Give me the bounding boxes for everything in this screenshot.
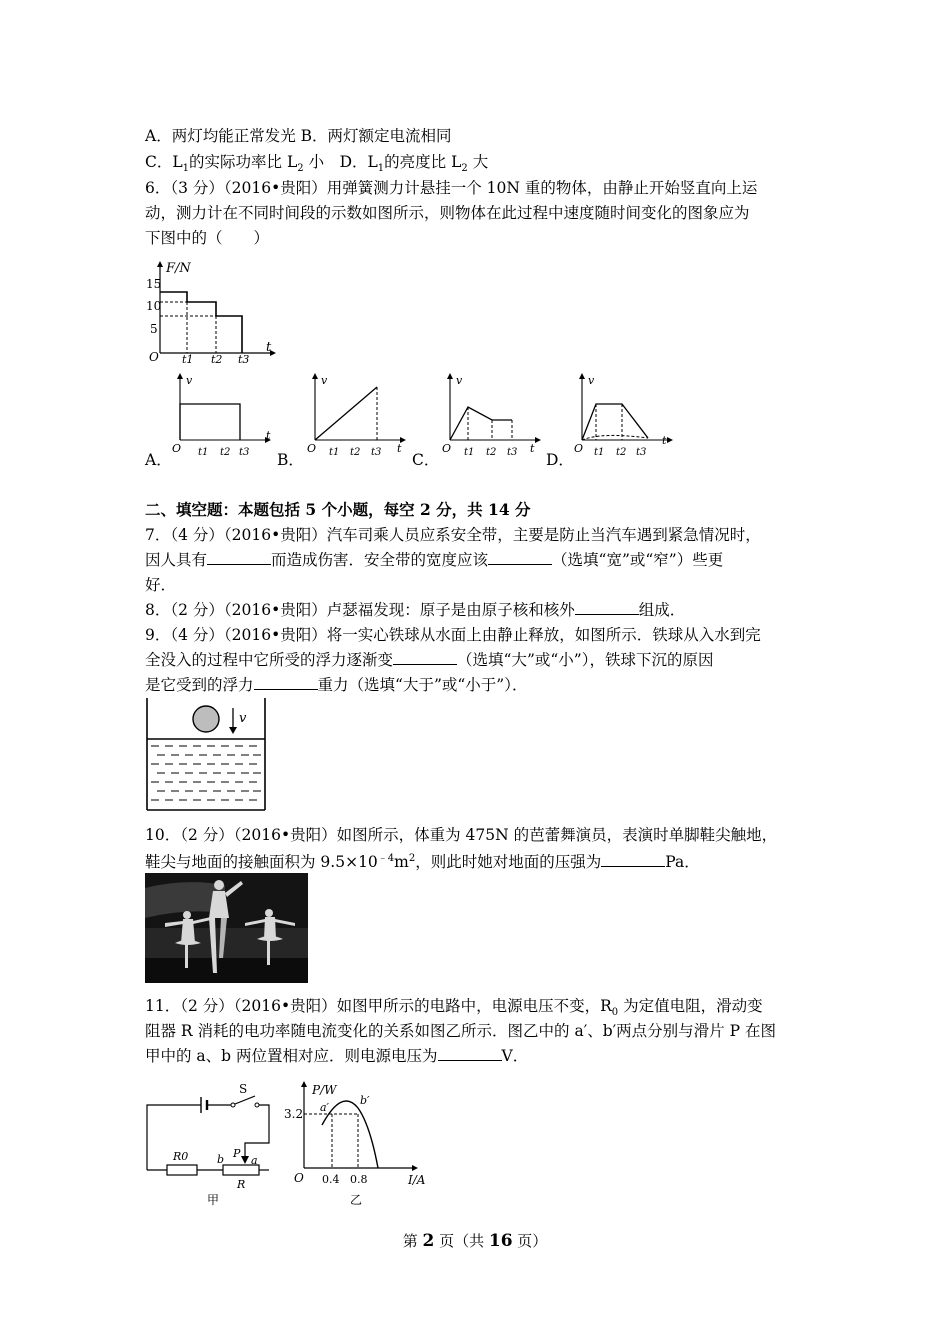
svg-text:t3: t3 xyxy=(507,447,518,458)
q11-line3: 甲中的 a、b 两位置相对应．则电源电压为 V． xyxy=(145,1047,529,1065)
svg-text:O: O xyxy=(574,442,584,455)
f-axis-label: F/N xyxy=(166,261,191,276)
ytick-10: 10 xyxy=(146,299,162,313)
svg-text:t: t xyxy=(397,442,402,455)
velocity-label: v xyxy=(239,711,247,726)
graph-caption: 乙 xyxy=(350,1193,363,1207)
b-label: b xyxy=(217,1153,225,1166)
svg-text:t1: t1 xyxy=(464,447,475,458)
q7-line3: 好． xyxy=(145,576,177,594)
xtick-0-4: 0.4 xyxy=(322,1173,340,1186)
svg-text:t2: t2 xyxy=(616,447,627,458)
blank xyxy=(207,550,271,565)
t-axis-label: t xyxy=(266,340,272,355)
q9-line2: 全没入的过程中它所受的浮力逐渐变 （选填“大”或“小”），铁球下沉的原因 xyxy=(145,651,714,669)
option-a-graph xyxy=(170,372,275,457)
r-label: R xyxy=(237,1178,246,1191)
q6-line2: 动，测力计在不同时间段的示数如图所示，则物体在此过程中速度随时间变化的图象应为 xyxy=(145,204,750,222)
q9-line1: 9．（4 分）（2016•贵阳）将一实心铁球从水面上由静止释放，如图所示．铁球从入水到完 xyxy=(145,626,761,644)
circuit-caption: 甲 xyxy=(207,1193,220,1207)
ytick-15: 15 xyxy=(146,277,162,291)
blank xyxy=(575,600,639,615)
svg-text:v: v xyxy=(588,374,595,387)
svg-text:O: O xyxy=(172,442,182,455)
q6-option-d-label: D． xyxy=(546,451,574,469)
blank xyxy=(393,650,457,665)
q6-option-b-label: B． xyxy=(277,451,304,469)
circuit-diagram xyxy=(145,1080,280,1210)
xtick-0-8: 0.8 xyxy=(350,1173,368,1186)
section-2-title: 二、填空题：本题包括 5 个小题，每空 2 分，共 14 分 xyxy=(145,500,531,519)
q7-line2: 因人具有 而造成伤害．安全带的宽度应该 （选填“宽”或“窄”）些更 xyxy=(145,551,724,569)
q5-options-line1: A．两灯均能正常发光 B．两灯额定电流相同 xyxy=(145,127,452,145)
option-b-graph xyxy=(305,372,410,457)
option-d-graph xyxy=(572,372,677,457)
svg-text:v: v xyxy=(321,374,328,387)
q9-line3: 是它受到的浮力 重力（选填“大于”或“小于”）． xyxy=(145,676,528,694)
water-tank-figure xyxy=(145,698,270,813)
a-label: a xyxy=(251,1154,258,1167)
origin-label-2: O xyxy=(294,1171,304,1185)
q10-line1: 10．（2 分）（2016•贵阳）如图所示，体重为 475N 的芭蕾舞演员，表演时单脚鞋尖触地， xyxy=(145,826,778,844)
svg-text:t2: t2 xyxy=(220,447,231,458)
svg-text:t: t xyxy=(530,442,535,455)
svg-text:t1: t1 xyxy=(329,447,340,458)
p-label: P xyxy=(233,1147,241,1160)
svg-text:t: t xyxy=(662,434,667,447)
svg-text:t2: t2 xyxy=(486,447,497,458)
xtick-t1: t1 xyxy=(182,353,194,366)
blank xyxy=(488,550,552,565)
option-c-graph xyxy=(440,372,545,457)
i-axis-label: I/A xyxy=(408,1173,426,1187)
q11-line1: 11．（2 分）（2016•贵阳）如图甲所示的电路中，电源电压不变，$R_0$ 为定值电阻，滑动变 xyxy=(145,997,763,1019)
q6-option-a-label: A． xyxy=(145,451,172,469)
q7-line1: 7．（4 分）（2016•贵阳）汽车司乘人员应系安全带，主要是防止当汽车遇到紧急情况时， xyxy=(145,526,761,544)
q6-line3: 下图中的（ ） xyxy=(145,229,270,247)
svg-text:O: O xyxy=(442,442,452,455)
blank xyxy=(254,675,318,690)
svg-text:O: O xyxy=(307,442,317,455)
switch-label: S xyxy=(239,1082,248,1096)
q8-line1: 8．（2 分）（2016•贵阳）卢瑟福发现：原子是由原子核和核外 组成． xyxy=(145,601,686,619)
power-current-graph xyxy=(282,1080,430,1210)
point-a-label: a′ xyxy=(320,1101,330,1114)
page-footer: 第 2 页（共 16 页） xyxy=(402,1231,548,1251)
point-b-label: b′ xyxy=(360,1094,370,1107)
force-time-graph xyxy=(145,258,280,366)
svg-text:v: v xyxy=(456,374,463,387)
svg-text:t1: t1 xyxy=(594,447,605,458)
q6-line1: 6．（3 分）（2016•贵阳）用弹簧测力计悬挂一个 10N 重的物体，由静止开始竖直向上运 xyxy=(145,179,758,197)
svg-text:t: t xyxy=(266,429,271,442)
iron-ball xyxy=(193,706,219,732)
q10-line2: 鞋尖与地面的接触面积为 $9.5\times 10^{﹣4}m^2$，则此时她对地面的压强为 Pa． xyxy=(145,853,700,872)
ballet-dancers-photo xyxy=(145,873,308,983)
q11-line2: 阻器 R 消耗的电功率随电流变化的关系如图乙所示．图乙中的 a′、b′两点分别与滑片 P 在图 xyxy=(145,1022,776,1040)
svg-text:t2: t2 xyxy=(350,447,361,458)
xtick-t2: t2 xyxy=(211,353,223,366)
p-axis-label: P/W xyxy=(312,1083,337,1097)
blank xyxy=(601,852,665,867)
svg-text:t1: t1 xyxy=(198,447,209,458)
xtick-t3: t3 xyxy=(238,353,250,366)
svg-text:v: v xyxy=(186,374,193,387)
blank xyxy=(438,1046,502,1061)
svg-text:t3: t3 xyxy=(239,447,250,458)
r0-label: R0 xyxy=(173,1150,189,1163)
q6-option-c-label: C． xyxy=(412,451,440,469)
svg-text:t3: t3 xyxy=(371,447,382,458)
ytick-5: 5 xyxy=(150,322,158,336)
svg-text:t3: t3 xyxy=(636,447,647,458)
origin-label: O xyxy=(149,350,159,364)
ytick-3-2: 3.2 xyxy=(284,1107,304,1121)
q5-options-line2: C．$L_1$的实际功率比 $L_2$ 小 D．$L_1$的亮度比 $L_2$ 大 xyxy=(145,153,489,175)
